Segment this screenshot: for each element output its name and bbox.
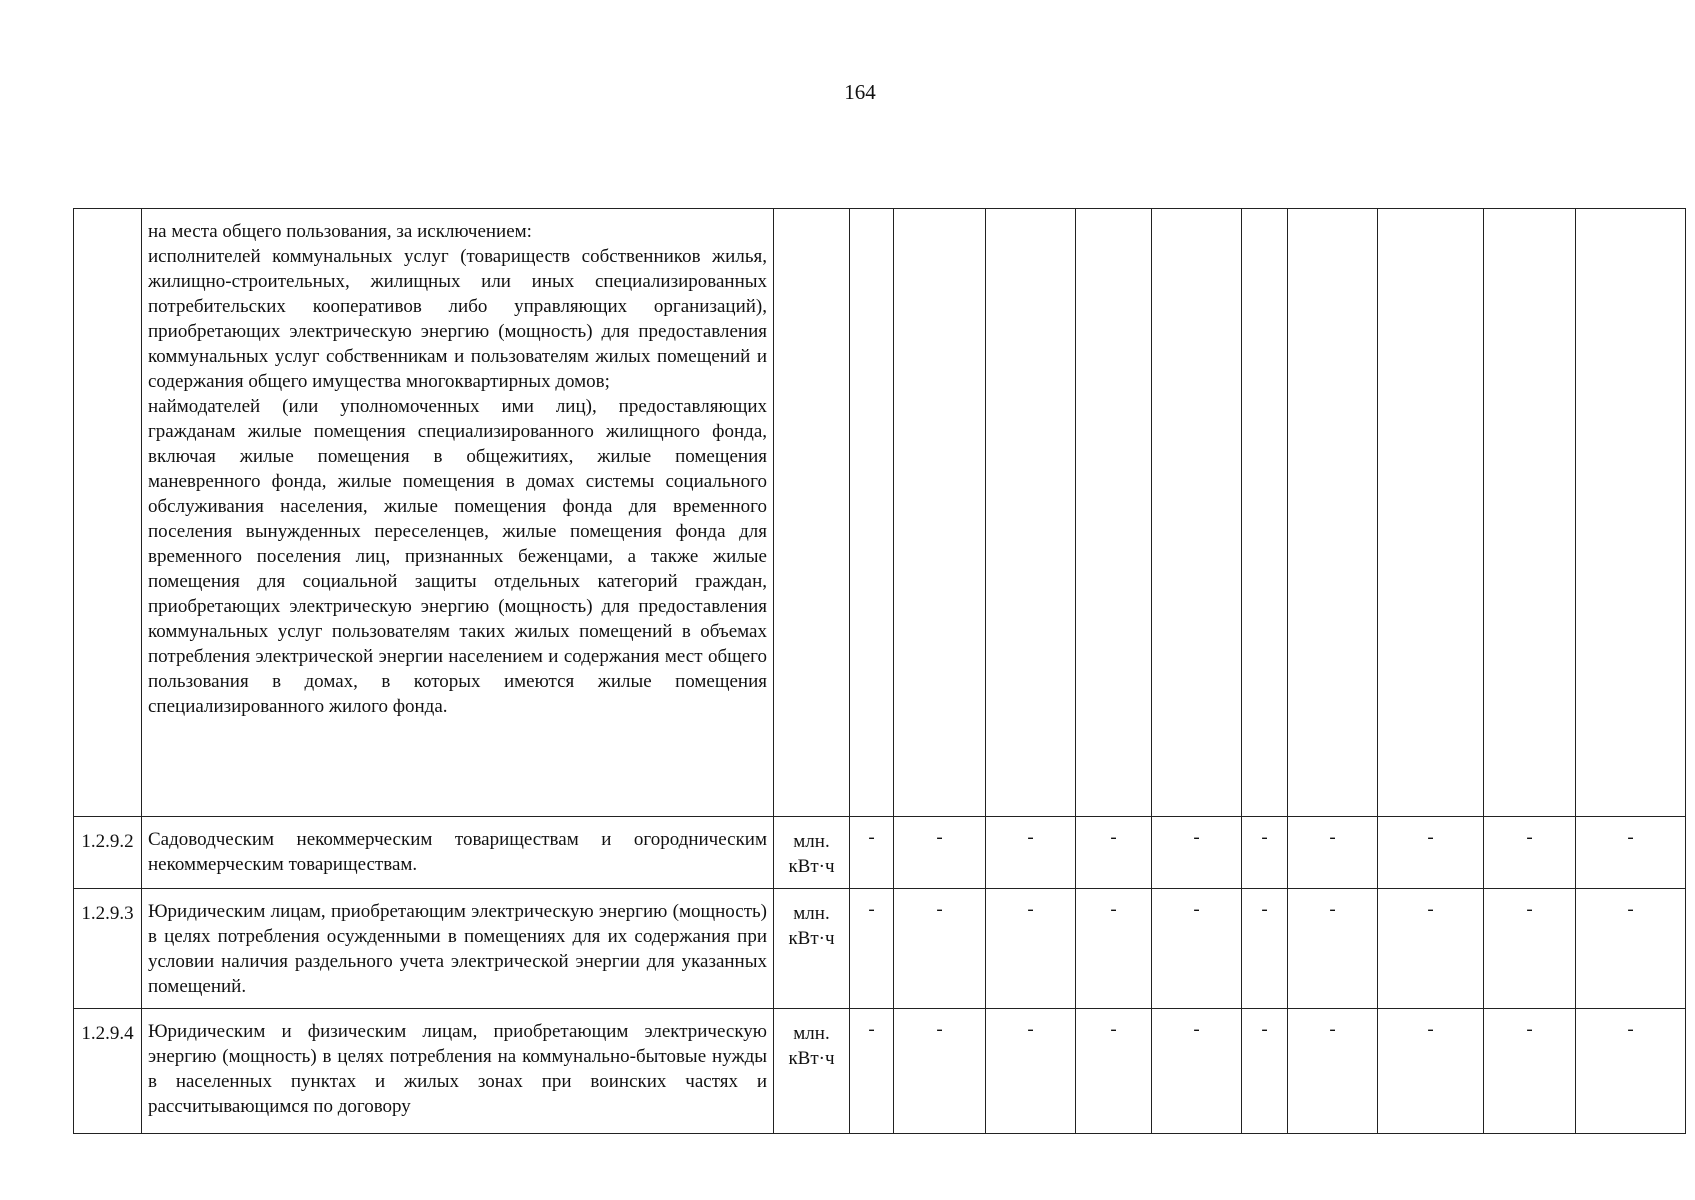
page-number: 164 [844,80,876,104]
description-paragraph: исполнителей коммунальных услуг (товариществ собственников жилья, жилищно-строительных, жилищных или иных специализированных потребительских кооперативов либо управляющих организаций), приобретающих электрическую энергию (мощность) для предоставления коммунальных услуг собственникам и пользователям жилых помещений и содержания общего имущества многоквартирных домов; [148,246,767,392]
value-cell: - [1576,889,1686,1009]
row-unit: млн. кВт·ч [774,1009,850,1134]
value-cell: - [1242,817,1288,889]
value-cell: - [1242,1009,1288,1134]
value-cell: - [1288,1009,1378,1134]
description-paragraph: наймодателей (или уполномоченных ими лиц), предоставляющих гражданам жилые помещения специализированного жилищного фонда, включая жилые помещения в общежитиях, жилые помещения маневренного фонда, жилые помещения в домах системы социального обслуживания населения, жилые помещения фонда для временного поселения вынужденных переселенцев, жилые помещения фонда для временного поселения лиц, признанных беженцами, а также жилые помещения для социальной защиты отдельных категорий граждан, приобретающих электрическую энергию (мощность) для предоставления коммунальных услуг пользователям таких жилых помещений в объемах потребления электрической энергии населением и содержания мест общего пользования в домах, в которых имеются жилые помещения специализированного жилого фонда. [148,396,767,717]
value-cell [1152,209,1242,817]
value-cell [1076,209,1152,817]
value-cell: - [986,1009,1076,1134]
value-cell: - [1076,889,1152,1009]
value-cell: - [1152,817,1242,889]
value-cell: - [850,1009,894,1134]
value-cell [850,209,894,817]
row-unit: млн. кВт·ч [774,889,850,1009]
value-cell: - [894,817,986,889]
value-cell: - [1378,1009,1484,1134]
row-number: 1.2.9.4 [74,1009,142,1134]
table-row [74,817,1686,889]
value-cell: - [986,889,1076,1009]
row-number: 1.2.9.3 [74,889,142,1009]
row-unit [774,209,850,817]
table-row [74,889,1686,1009]
value-cell: - [1076,817,1152,889]
table-row [74,209,1686,817]
value-cell: - [1288,817,1378,889]
value-cell: - [1288,889,1378,1009]
value-cell: - [850,889,894,1009]
row-unit: млн. кВт·ч [774,817,850,889]
value-cell: - [1242,889,1288,1009]
value-cell: - [894,889,986,1009]
value-cell: - [1378,889,1484,1009]
value-cell [986,209,1076,817]
value-cell [1378,209,1484,817]
value-cell: - [986,817,1076,889]
description-paragraph: Юридическим лицам, приобретающим электрическую энергию (мощность) в целях потребления осужденными в помещениях для их содержания при условии наличия раздельного учета электрической энергии для указанных помещений. [148,901,767,997]
description-paragraph: Садоводческим некоммерческим товариществам и огородническим некоммерческим товариществам. [148,829,767,875]
value-cell [894,209,986,817]
value-cell: - [1576,1009,1686,1134]
row-description [142,889,774,1009]
value-cell [1576,209,1686,817]
row-number: 1.2.9.2 [74,817,142,889]
table-row [74,1009,1686,1134]
value-cell [1242,209,1288,817]
description-paragraph: Юридическим и физическим лицам, приобретающим электрическую энергию (мощность) в целях потребления на коммунально-бытовые нужды в населенных пунктах и жилых зонах при воинских частях и рассчитывающимся по договору [148,1021,767,1117]
row-description [142,209,774,817]
value-cell: - [1576,817,1686,889]
value-cell: - [1152,1009,1242,1134]
value-cell: - [894,1009,986,1134]
value-cell: - [850,817,894,889]
row-description [142,817,774,889]
value-cell: - [1484,889,1576,1009]
value-cell: - [1484,817,1576,889]
data-table [73,208,1686,1134]
row-number [74,209,142,817]
value-cell: - [1076,1009,1152,1134]
value-cell: - [1484,1009,1576,1134]
value-cell: - [1152,889,1242,1009]
value-cell [1484,209,1576,817]
value-cell: - [1378,817,1484,889]
description-paragraph: на места общего пользования, за исключением: [148,221,532,242]
value-cell [1288,209,1378,817]
row-description [142,1009,774,1134]
table-body [74,209,1686,1134]
